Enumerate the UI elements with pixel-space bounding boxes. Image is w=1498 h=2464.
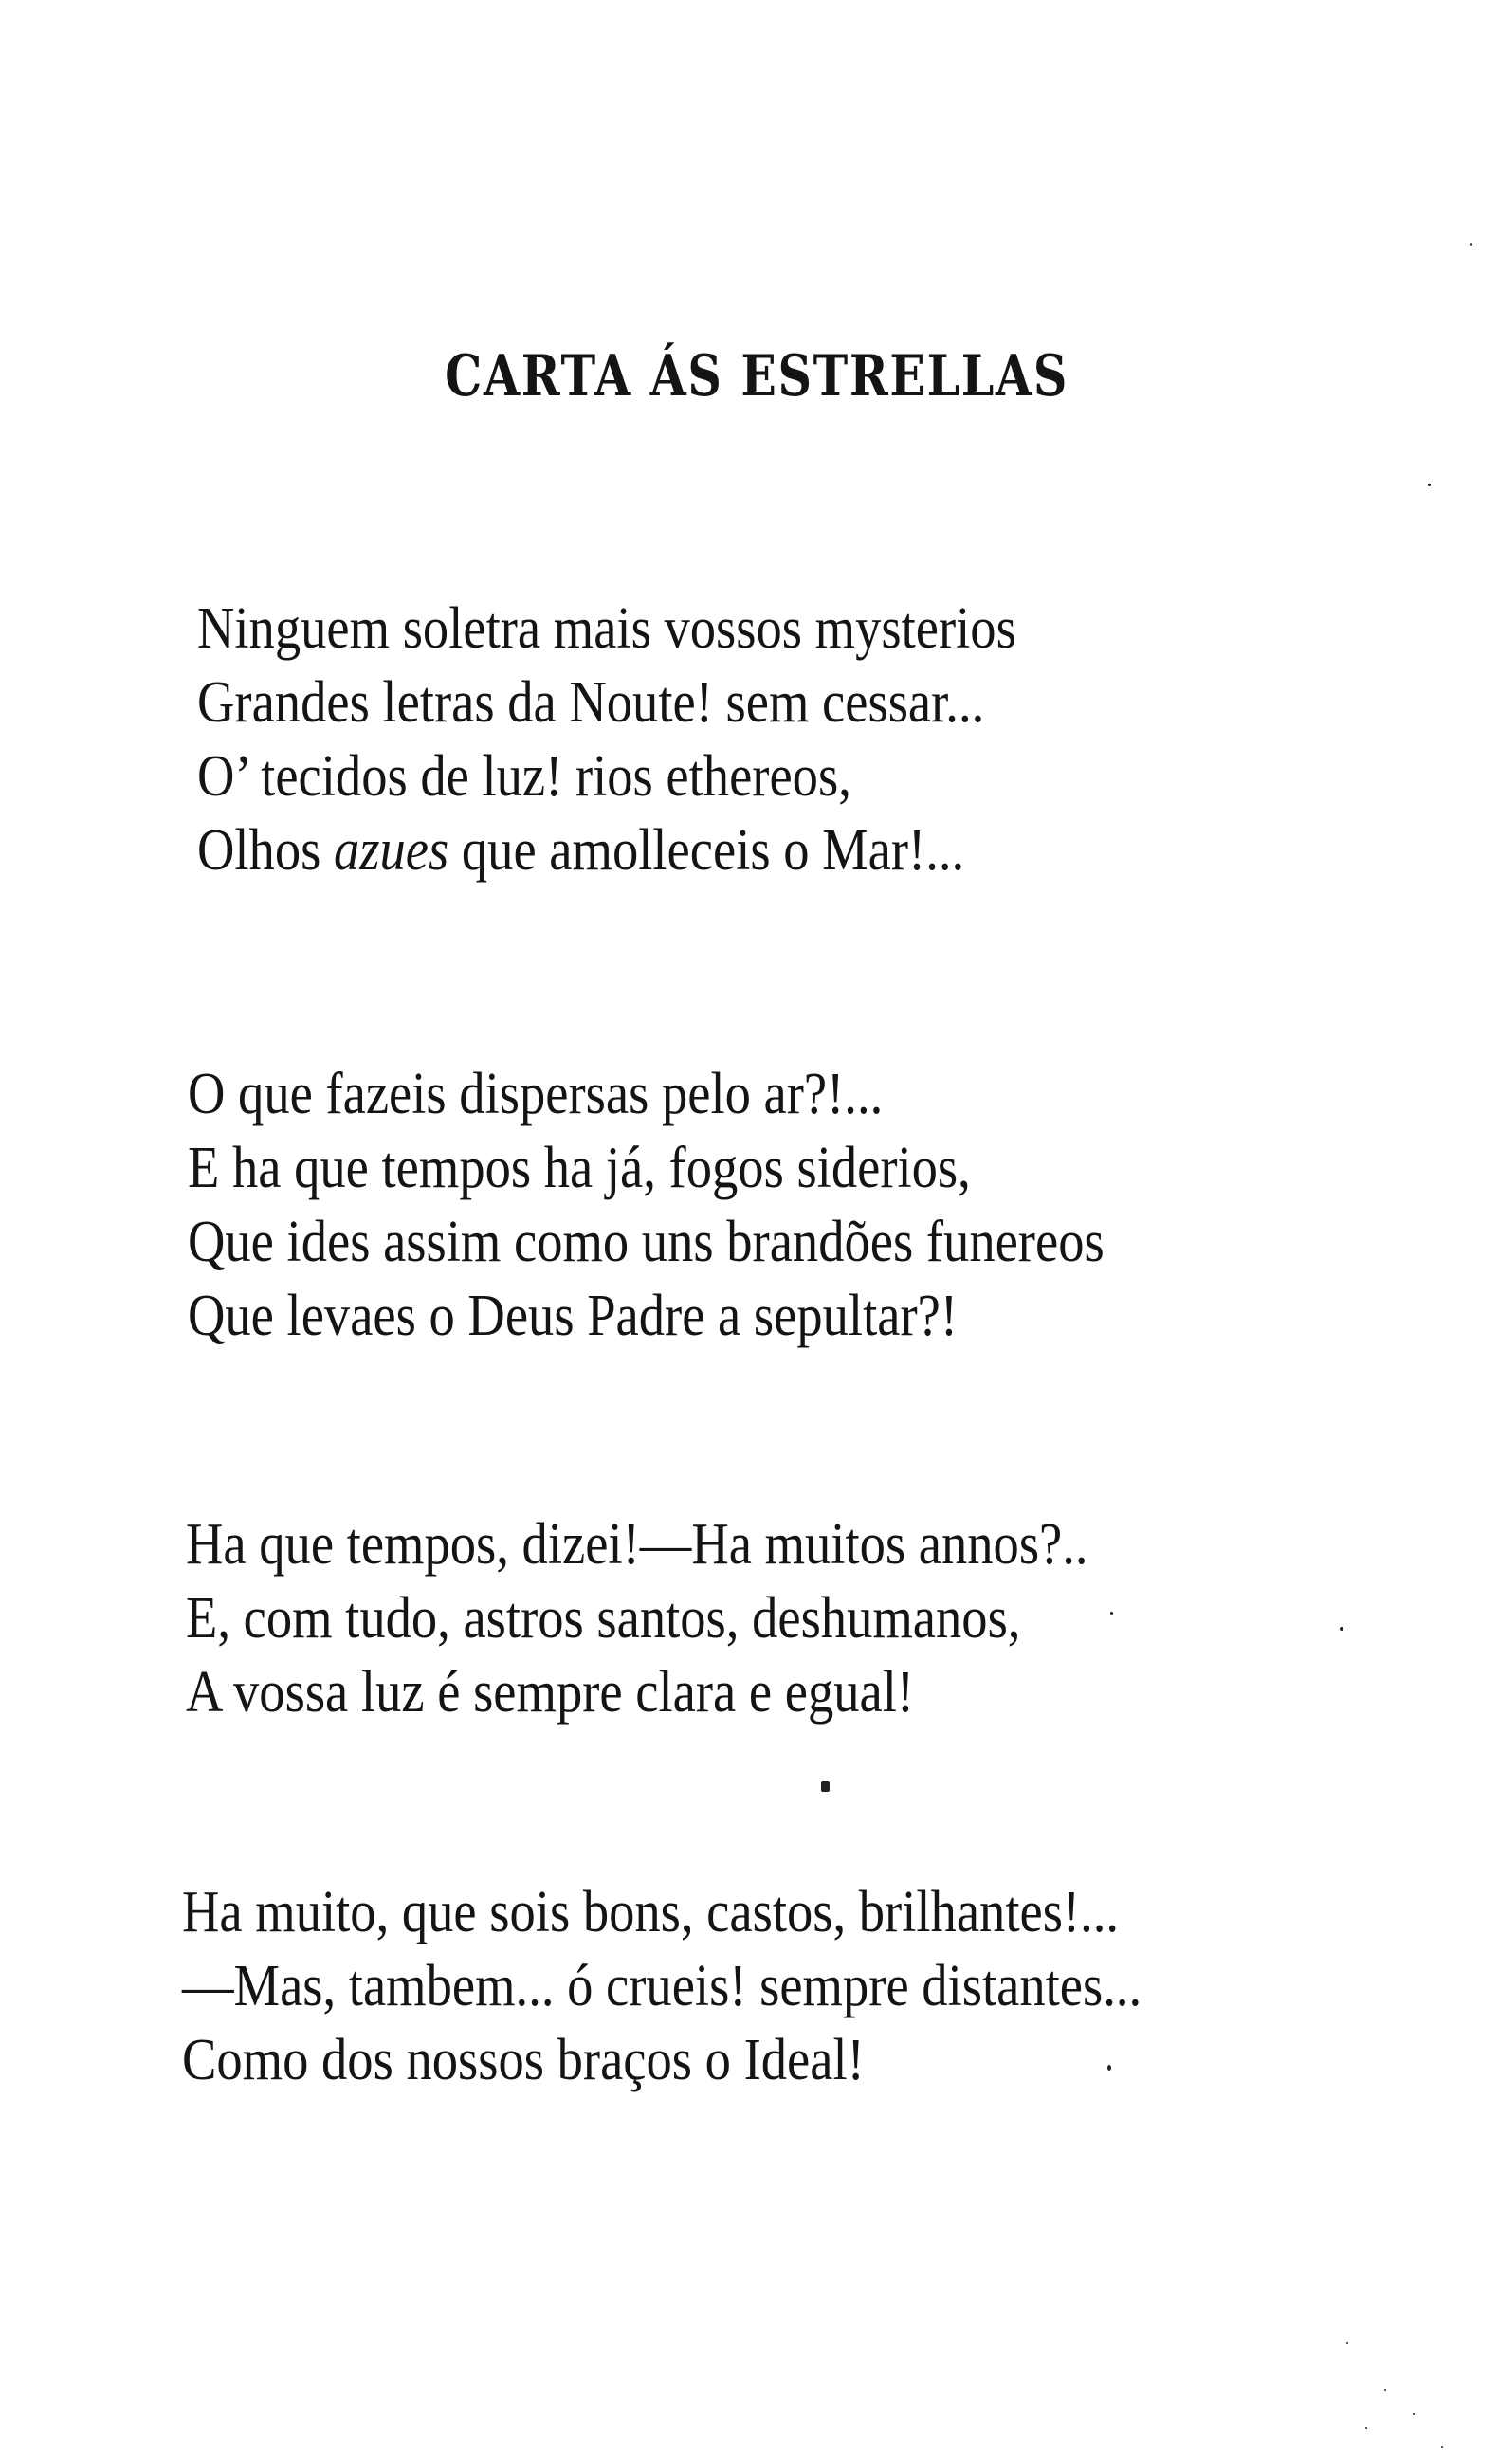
ink-speck bbox=[1413, 2413, 1415, 2415]
stanza-3 bbox=[186, 1507, 1211, 1729]
verse-emphasis: azues bbox=[334, 818, 449, 883]
verse-line: O que fazeis dispersas pelo ar?!... bbox=[188, 1062, 884, 1126]
verse-line bbox=[197, 813, 1016, 887]
ink-speck bbox=[1340, 1627, 1343, 1631]
ink-speck bbox=[1441, 2446, 1443, 2448]
stanza-4 bbox=[182, 1875, 1272, 2097]
verse-line: E ha que tempos ha já, fogos siderios, bbox=[188, 1136, 971, 1200]
poem-title: CARTA ÁS ESTRELLAS bbox=[445, 343, 1069, 410]
verse-line: Que ides assim como uns brandões funereos bbox=[188, 1210, 1105, 1274]
verse-line: Ninguem soletra mais vossos mysterios bbox=[197, 596, 1016, 661]
verse-line: A vossa luz é sempre clara e egual! bbox=[186, 1660, 915, 1725]
ink-speck bbox=[1110, 1612, 1113, 1615]
verse-line: Que levaes o Deus Padre a sepultar?! bbox=[188, 1284, 959, 1348]
verse-line: O’ tecidos de luz! rios ethereos, bbox=[197, 744, 851, 809]
verse-line: E, com tudo, astros santos, deshumanos, bbox=[186, 1586, 1021, 1651]
verse-text: Olhos bbox=[197, 818, 335, 883]
verse-line: Grandes letras da Noute! sem cessar... bbox=[197, 670, 985, 735]
verse-line: Ha muito, que sois bons, castos, brilhantes!... bbox=[182, 1880, 1120, 1944]
ink-speck bbox=[821, 1781, 830, 1792]
stanza-1 bbox=[197, 592, 1128, 887]
stanza-2 bbox=[188, 1057, 1230, 1353]
ink-speck bbox=[1346, 2342, 1348, 2344]
ink-speck bbox=[1428, 484, 1431, 486]
ink-speck bbox=[1365, 2427, 1367, 2429]
ink-speck bbox=[1470, 243, 1472, 246]
verse-line: Como dos nossos braços o Ideal! bbox=[182, 2028, 865, 2092]
ink-speck bbox=[1107, 2065, 1111, 2071]
verse-text: que amolleceis o Mar!... bbox=[448, 818, 965, 883]
verse-line: —Mas, tambem... ó crueis! sempre distantes... bbox=[182, 1954, 1142, 2018]
ink-speck bbox=[1384, 2389, 1386, 2391]
verse-line: Ha que tempos, dizei!—Ha muitos annos?.. bbox=[186, 1512, 1088, 1577]
